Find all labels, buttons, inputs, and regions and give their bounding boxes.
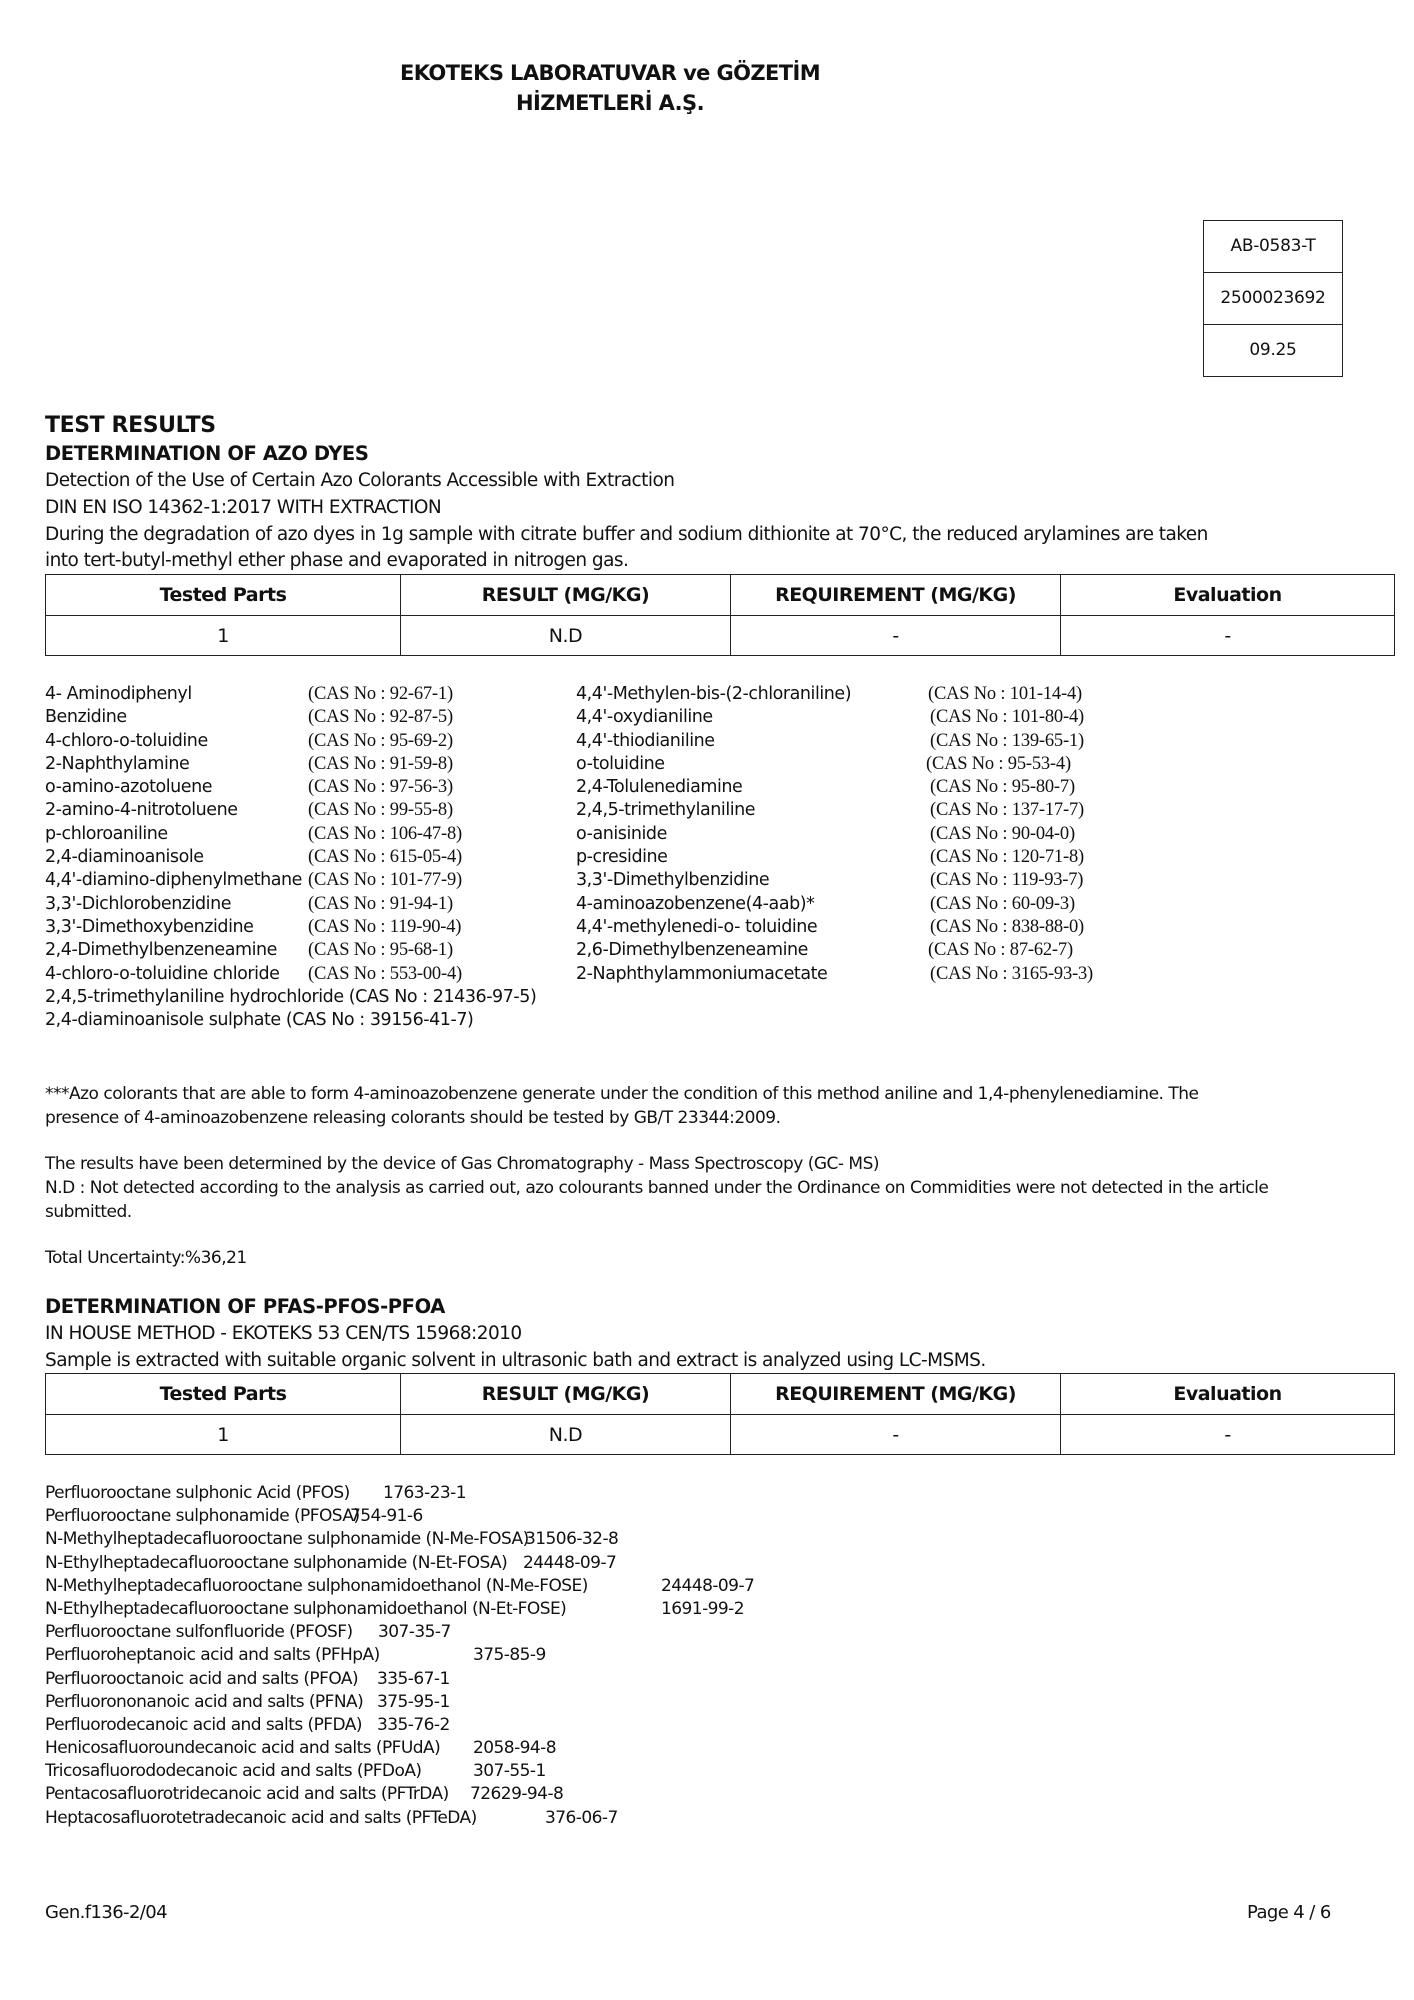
- cas-number: (CAS No : 90-04-0): [930, 823, 1075, 844]
- cas-number: (CAS No : 101-77-9): [308, 870, 462, 891]
- cell-tested-part: 1: [46, 616, 401, 656]
- list-item: [45, 776, 645, 799]
- col-requirement: REQUIREMENT (MG/KG): [731, 575, 1061, 616]
- compound-name: Perfluoroheptanoic acid and salts (PFHpA): [45, 1645, 380, 1666]
- compound-name: 4-aminoazobenzene(4-aab)*: [576, 893, 815, 914]
- list-item: [576, 846, 1176, 869]
- azo-description: Detection of the Use of Certain Azo Colorants Accessible with Extraction: [45, 470, 675, 491]
- cas-number: (CAS No : 95-69-2): [308, 730, 453, 751]
- cas-number: 1691-99-2: [661, 1598, 745, 1619]
- compound-name: Benzidine: [45, 707, 127, 728]
- compound-name: 4-chloro-o-toluidine chloride: [45, 963, 280, 984]
- compound-name: 4,4'-thiodianiline: [576, 730, 715, 751]
- list-item: [576, 730, 1176, 753]
- compound-name: o-amino-azotoluene: [45, 777, 213, 798]
- list-item: [45, 893, 645, 916]
- list-item: [45, 1621, 945, 1644]
- list-item: [576, 706, 1176, 729]
- page-number: Page 4 / 6: [1247, 1902, 1331, 1923]
- list-item: [45, 1783, 945, 1806]
- compound-name: p-chloroaniline: [45, 823, 168, 844]
- cas-number: 754-91-6: [350, 1506, 423, 1527]
- col-tested-parts: Tested Parts: [46, 1374, 401, 1415]
- list-item: [45, 799, 645, 822]
- list-item: [576, 869, 1176, 892]
- list-item: [45, 1575, 945, 1598]
- pfas-standard: IN HOUSE METHOD - EKOTEKS 53 CEN/TS 15968:2010: [45, 1323, 522, 1344]
- compound-name: 3,3'-Dichlorobenzidine: [45, 893, 232, 914]
- list-item: [45, 1714, 945, 1737]
- list-item: [576, 753, 1176, 776]
- col-evaluation: Evaluation: [1061, 575, 1395, 616]
- compound-name: 4,4'-methylenedi-o- toluidine: [576, 916, 818, 937]
- azo-title: DETERMINATION OF AZO DYES: [45, 442, 369, 465]
- company-name: [0, 58, 1220, 118]
- azo-method-line2: into tert-butyl-methyl ether phase and evaporated in nitrogen gas.: [45, 550, 629, 571]
- compound-name: 2,6-Dimethylbenzeneamine: [576, 940, 808, 961]
- cas-number: (CAS No : 99-55-8): [308, 800, 453, 821]
- cas-number: 31506-32-8: [525, 1529, 619, 1550]
- list-item: [576, 939, 1176, 962]
- cas-number: (CAS No : 119-90-4): [308, 916, 462, 937]
- method-note: The results have been determined by the device of Gas Chromatography - Mass Spectroscopy (GC- MS): [45, 1154, 880, 1174]
- list-item: [576, 893, 1176, 916]
- compound-name: Perfluorooctane sulphonic Acid (PFOS): [45, 1483, 350, 1503]
- list-item: [576, 963, 1176, 986]
- list-item: [576, 799, 1176, 822]
- cas-number: 1763-23-1: [383, 1483, 467, 1503]
- report-code: AB-0583-T: [1204, 221, 1342, 273]
- table-header-row: [46, 575, 1395, 616]
- list-item: [45, 1644, 945, 1667]
- footnote-line: ***Azo colorants that are able to form 4-aminoazobenzene generate under the condition of this method aniline and 1,4-phenylenediamine. The: [45, 1084, 1199, 1104]
- form-code: Gen.f136-2/04: [45, 1902, 167, 1923]
- cas-number: (CAS No : 101-14-4): [928, 684, 1082, 704]
- cas-number: 24448-09-7: [661, 1575, 755, 1596]
- nd-definition: N.D : Not detected according to the analysis as carried out, azo colourants banned under the Ordinance on Commidities were not detected in the article: [45, 1178, 1269, 1198]
- list-item: [45, 963, 645, 986]
- list-item: [45, 939, 645, 962]
- pfas-compound-list: [45, 1482, 945, 1830]
- compound-name: 2-amino-4-nitrotoluene: [45, 800, 238, 821]
- cell-requirement: -: [731, 1415, 1061, 1455]
- report-date: 09.25: [1249, 340, 1297, 360]
- compound-name: Perfluorooctane sulphonamide (PFOSA): [45, 1506, 360, 1527]
- list-item: [45, 753, 645, 776]
- compound-name: o-toluidine: [576, 753, 665, 774]
- cas-number: (CAS No : 119-93-7): [930, 870, 1084, 891]
- azo-results-table: [45, 574, 1395, 656]
- list-item: [45, 1505, 945, 1528]
- azo-amine-list-right: [576, 683, 1176, 986]
- list-item: [45, 1528, 945, 1551]
- report-number: 2500023692: [1204, 273, 1342, 325]
- nd-definition-cont: submitted.: [45, 1202, 132, 1222]
- cas-number: 2058-94-8: [473, 1738, 557, 1759]
- cas-number: 24448-09-7: [523, 1552, 617, 1573]
- col-result: RESULT (MG/KG): [401, 1374, 731, 1415]
- list-item: [45, 916, 645, 939]
- cas-number: (CAS No : 553-00-4): [308, 963, 462, 984]
- azo-footnote: [45, 1082, 1198, 1130]
- cas-number: (CAS No : 95-68-1): [308, 940, 453, 961]
- section-title: TEST RESULTS: [45, 413, 216, 438]
- azo-notes: [45, 1152, 1268, 1224]
- compound-name: Perfluorodecanoic acid and salts (PFDA): [45, 1714, 362, 1735]
- list-item: [45, 1598, 945, 1621]
- compound-name: N-Ethylheptadecafluorooctane sulphonamidoethanol (N-Et-FOSE): [45, 1598, 567, 1619]
- compound-name: 2-Naphthylammoniumacetate: [576, 963, 828, 984]
- azo-method-line1: During the degradation of azo dyes in 1g sample with citrate buffer and sodium dithionite at 70°C, the reduced arylamines are taken: [45, 524, 1208, 545]
- list-item: [45, 730, 645, 753]
- cas-number: (CAS No : 101-80-4): [930, 707, 1084, 728]
- cell-evaluation: -: [1061, 616, 1395, 656]
- pfas-title: DETERMINATION OF PFAS-PFOS-PFOA: [45, 1295, 445, 1318]
- list-item: 2,4-diaminoanisole sulphate (CAS No : 39156-41-7): [45, 1010, 474, 1031]
- cas-number: 375-95-1: [377, 1691, 450, 1712]
- compound-name: Perfluorononanoic acid and salts (PFNA): [45, 1691, 364, 1712]
- list-item: [45, 706, 645, 729]
- cas-number: (CAS No : 91-94-1): [308, 893, 453, 914]
- compound-name: 2,4-Dimethylbenzeneamine: [45, 940, 277, 961]
- azo-amine-list-left: [45, 683, 645, 986]
- cas-number: (CAS No : 95-80-7): [930, 777, 1075, 798]
- compound-name: p-cresidine: [576, 847, 668, 868]
- compound-name: 4- Aminodiphenyl: [45, 684, 192, 704]
- table-header-row: [46, 1374, 1395, 1415]
- cell-tested-part: 1: [46, 1415, 401, 1455]
- pfas-method: Sample is extracted with suitable organic solvent in ultrasonic bath and extract is analyzed using LC-MSMS.: [45, 1350, 986, 1371]
- compound-name: 4-chloro-o-toluidine: [45, 730, 208, 751]
- cas-number: (CAS No : 106-47-8): [308, 823, 462, 844]
- compound-name: 2,4,5-trimethylaniline: [576, 800, 756, 821]
- list-item: [45, 1691, 945, 1714]
- compound-name: 2-Naphthylamine: [45, 753, 190, 774]
- cas-number: (CAS No : 139-65-1): [930, 730, 1084, 751]
- compound-name: Perfluorooctanoic acid and salts (PFOA): [45, 1668, 359, 1689]
- list-item: [45, 846, 645, 869]
- cas-number: (CAS No : 120-71-8): [930, 847, 1084, 868]
- cas-number: 335-76-2: [377, 1714, 450, 1735]
- cas-number: (CAS No : 60-09-3): [930, 893, 1075, 914]
- compound-name: 2,4-Tolulenediamine: [576, 777, 743, 798]
- list-item: [576, 776, 1176, 799]
- cas-number: 376-06-7: [545, 1807, 618, 1828]
- cas-number: (CAS No : 97-56-3): [308, 777, 453, 798]
- compound-name: 3,3'-Dimethoxybenzidine: [45, 916, 254, 937]
- list-item: [45, 869, 645, 892]
- company-name-line2: HİZMETLERİ A.Ş.: [516, 91, 704, 115]
- cas-number: (CAS No : 92-67-1): [308, 684, 453, 704]
- cas-number: 307-35-7: [378, 1622, 451, 1643]
- cell-result: N.D: [401, 616, 731, 656]
- cas-number: (CAS No : 87-62-7): [928, 940, 1073, 961]
- cas-number: 307-55-1: [473, 1761, 546, 1782]
- cas-number: (CAS No : 91-59-8): [308, 753, 453, 774]
- list-item: [576, 823, 1176, 846]
- col-result: RESULT (MG/KG): [401, 575, 731, 616]
- cas-number: (CAS No : 615-05-4): [308, 847, 462, 868]
- col-requirement: REQUIREMENT (MG/KG): [731, 1374, 1061, 1415]
- list-item: [576, 683, 1176, 706]
- compound-name: 4,4'-Methylen-bis-(2-chloraniline): [576, 684, 852, 704]
- list-item: [45, 1552, 945, 1575]
- cas-number: (CAS No : 95-53-4): [926, 753, 1071, 774]
- list-item: [45, 1482, 945, 1505]
- list-item: [45, 823, 645, 846]
- col-evaluation: Evaluation: [1061, 1374, 1395, 1415]
- cell-evaluation: -: [1061, 1415, 1395, 1455]
- cas-number: (CAS No : 838-88-0): [930, 916, 1084, 937]
- azo-standard: DIN EN ISO 14362-1:2017 WITH EXTRACTION: [45, 497, 442, 518]
- compound-name: 4,4'-diamino-diphenylmethane: [45, 870, 302, 891]
- col-tested-parts: Tested Parts: [46, 575, 401, 616]
- list-item: 2,4,5-trimethylaniline hydrochloride (CAS No : 21436-97-5): [45, 987, 537, 1007]
- compound-name: N-Methylheptadecafluorooctane sulphonamide (N-Me-FOSA): [45, 1529, 529, 1550]
- list-item: [576, 916, 1176, 939]
- footnote-line: presence of 4-aminoazobenzene releasing colorants should be tested by GB/T 23344:2009.: [45, 1108, 781, 1128]
- total-uncertainty: Total Uncertainty:%36,21: [45, 1248, 247, 1268]
- cell-requirement: -: [731, 616, 1061, 656]
- cell-result: N.D: [401, 1415, 731, 1455]
- table-row: [46, 1415, 1395, 1455]
- compound-name: 2,4-diaminoanisole: [45, 847, 204, 868]
- compound-name: Perfluorooctane sulfonfluoride (PFOSF): [45, 1622, 353, 1643]
- compound-name: Henicosafluoroundecanoic acid and salts (PFUdA): [45, 1738, 441, 1759]
- compound-name: 4,4'-oxydianiline: [576, 707, 713, 728]
- list-item: [45, 683, 645, 706]
- compound-name: o-anisinide: [576, 823, 667, 844]
- compound-name: 3,3'-Dimethylbenzidine: [576, 870, 770, 891]
- list-item: [45, 1737, 945, 1760]
- list-item: [45, 1668, 945, 1691]
- cas-number: 375-85-9: [473, 1645, 546, 1666]
- table-row: [46, 616, 1395, 656]
- pfas-results-table: [45, 1373, 1395, 1455]
- compound-name: Tricosafluorododecanoic acid and salts (PFDoA): [45, 1761, 422, 1782]
- cas-number: (CAS No : 137-17-7): [930, 800, 1084, 821]
- compound-name: N-Methylheptadecafluorooctane sulphonamidoethanol (N-Me-FOSE): [45, 1575, 588, 1596]
- compound-name: Heptacosafluorotetradecanoic acid and salts (PFTeDA): [45, 1807, 477, 1828]
- reference-box: [1203, 220, 1343, 377]
- cas-number: (CAS No : 3165-93-3): [930, 963, 1094, 984]
- cas-number: 72629-94-8: [470, 1784, 564, 1805]
- list-item: [45, 1807, 945, 1830]
- company-name-line1: EKOTEKS LABORATUVAR ve GÖZETİM: [399, 61, 821, 85]
- compound-name: Pentacosafluorotridecanoic acid and salts (PFTrDA): [45, 1784, 449, 1805]
- cas-number: (CAS No : 92-87-5): [308, 707, 453, 728]
- list-item: [45, 1760, 945, 1783]
- compound-name: N-Ethylheptadecafluorooctane sulphonamide (N-Et-FOSA): [45, 1552, 508, 1573]
- cas-number: 335-67-1: [377, 1668, 450, 1689]
